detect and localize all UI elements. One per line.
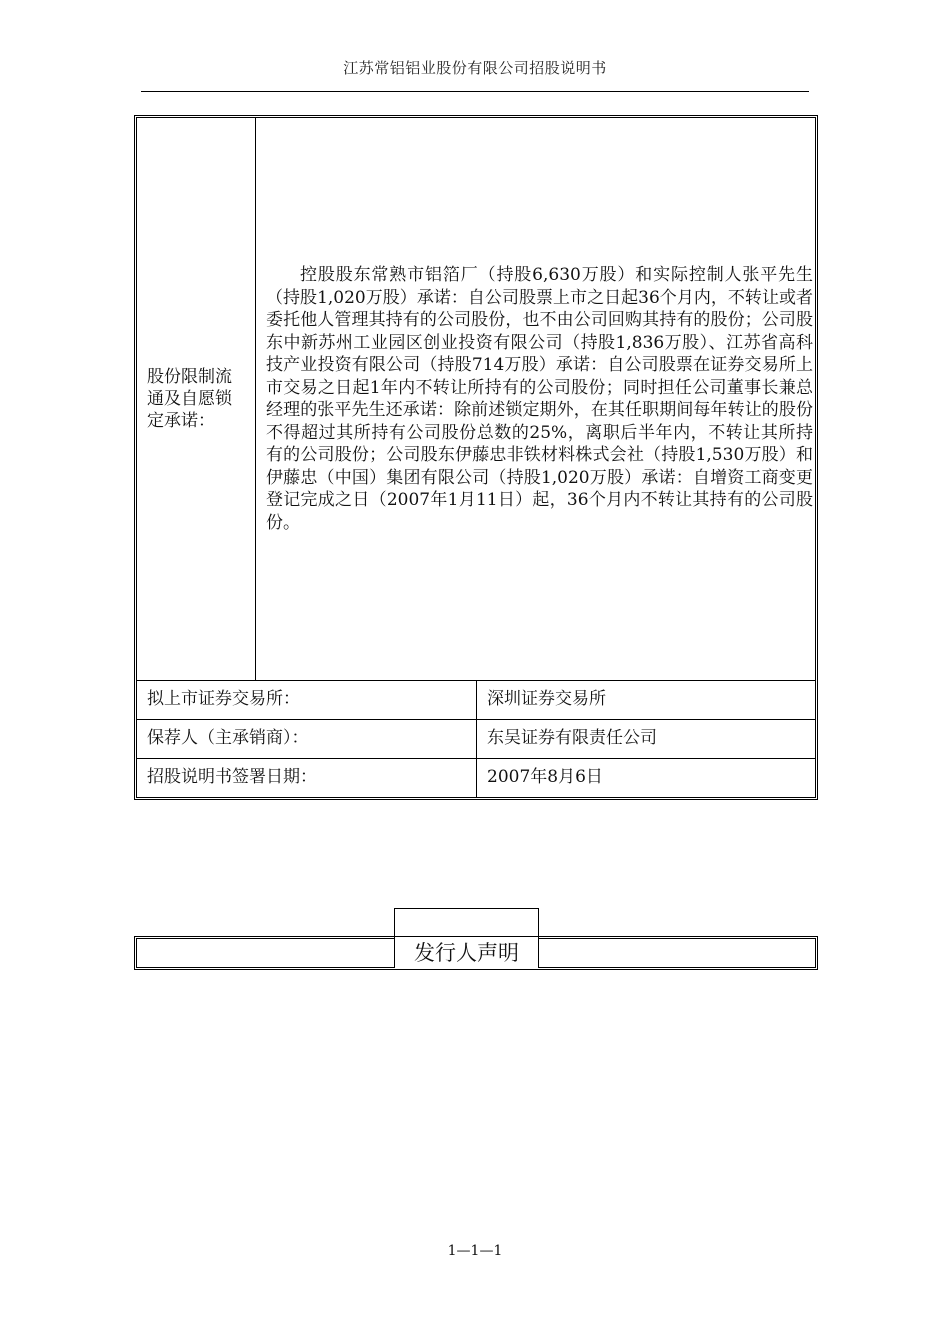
exchange-label: 拟上市证券交易所： <box>137 680 477 719</box>
share-restriction-text-cell <box>256 118 815 680</box>
signing-date-value: 2007年8月6日 <box>487 767 603 787</box>
sponsor-label: 保荐人（主承销商）： <box>137 719 477 758</box>
share-restriction-text: 控股股东常熟市铝箔厂（持股6,630万股）和实际控制人张平先生（持股1,020万股）承诺：自公司股票上市之日起36个月内，不转让或者委托他人管理其持有的公司股份，也不由公司回购其持有的股份；公司股东中新苏州工业园区创业投资有限公司（持股1,836万股）、江苏省高科技产业投资有限公司（持股714万股）承诺：自公司股票在证券交易所上市交易之日起1年内不转让所持有的公司股份；同时担任公司董事长兼总经理的张平先生还承诺：除前述锁定期外，在其任职期间每年转让的股份不得超过其所持有公司股份总数的25%，离职后半年内，不转让其所持有的公司股份；公司股东伊藤忠非铁材料株式会社（持股1,530万股）和伊藤忠（中国）集团有限公司（持股1,020万股）承诺：自增资工商变更登记完成之日（2007年1月11日）起，36个月内不转让其持有的公司股份。 <box>266 265 813 533</box>
page-number: 1—1—1 <box>447 1243 503 1259</box>
share-restriction-label-cell <box>137 118 256 680</box>
page-header-title: 江苏常铝铝业股份有限公司招股说明书 <box>343 59 607 77</box>
declaration-title: 发行人声明 <box>394 938 539 968</box>
exchange-row <box>137 680 815 720</box>
sponsor-value: 东吴证券有限责任公司 <box>487 728 657 748</box>
signing-date-label: 招股说明书签署日期： <box>137 758 477 797</box>
summary-table <box>134 115 818 800</box>
signing-date-row <box>137 758 815 797</box>
sponsor-row <box>137 719 815 759</box>
exchange-value: 深圳证券交易所 <box>487 689 606 709</box>
share-restriction-label: 股份限制流通及自愿锁定承诺： <box>147 367 232 431</box>
header-divider <box>141 91 809 92</box>
share-restriction-row <box>137 118 815 681</box>
